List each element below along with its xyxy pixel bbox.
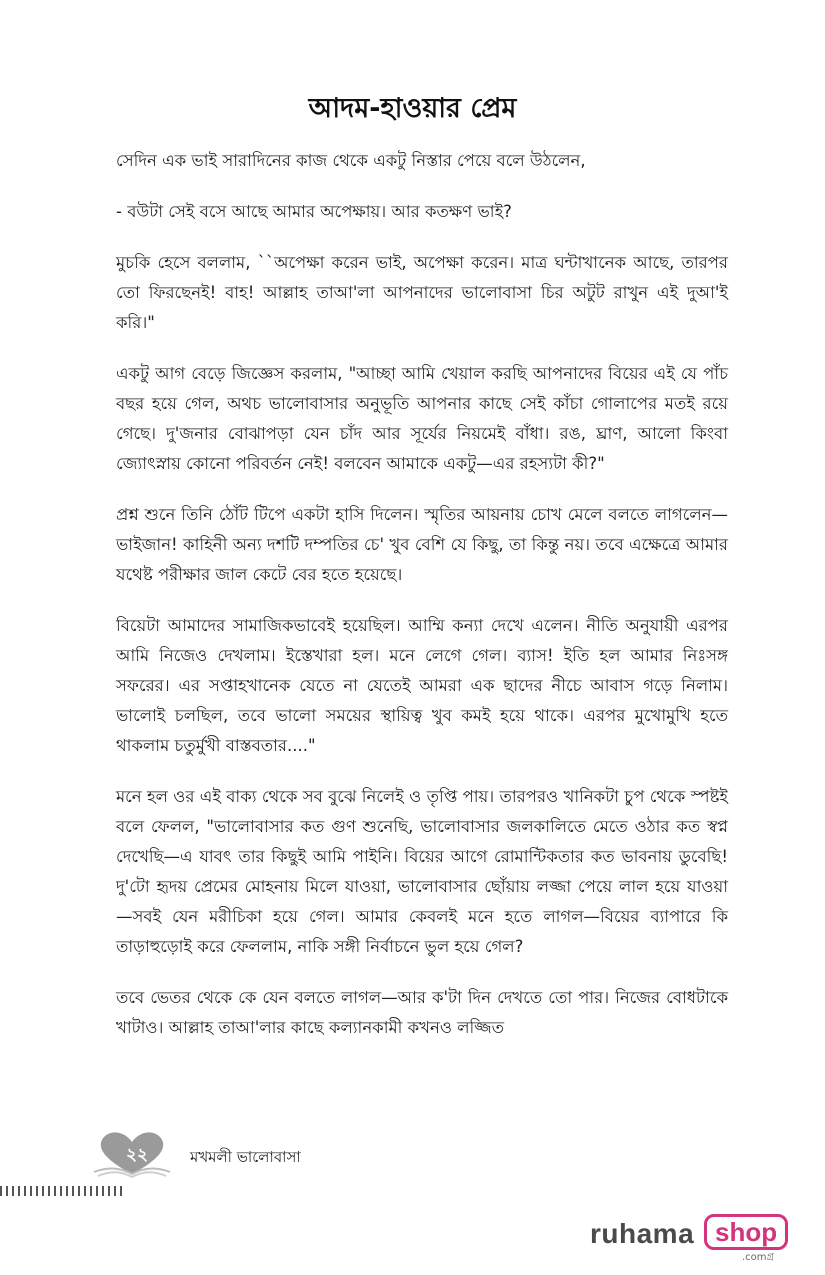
brand-name-right: shop	[704, 1214, 788, 1250]
paragraph: তবে ভেতর থেকে কে যেন বলতে লাগল—আর ক'টা দিন দেখতে তো পার। নিজের বোধটাকে খাটাও। আল্লাহ তাআ'লার কাছে কল্যানকামী কখনও লজ্জিত	[116, 988, 728, 1037]
footer-divider	[0, 1186, 124, 1196]
book-title: মখমলী ভালোবাসা	[190, 1148, 301, 1166]
brand-domain: .comগ্র	[742, 1252, 775, 1263]
brand-name-left: ruhama	[590, 1218, 695, 1249]
page-title: আদম-হাওয়ার প্রেম	[308, 93, 517, 124]
page-number: ২২	[125, 1145, 149, 1165]
paragraph: সেদিন এক ভাই সারাদিনের কাজ থেকে একটু নিস্তার পেয়ে বলে উঠলেন,	[116, 151, 586, 170]
paragraph: বিয়েটা আমাদের সামাজিকভাবেই হয়েছিল। আম্মি কন্যা দেখে এলেন। নীতি অনুযায়ী এরপর আমি নিজেও দেখলাম। ইস্তেখারা হল। মনে লেগে গেল। ব্যাস! ইতি হল আমার নিঃসঙ্গ সফরের। এর সপ্তাহখানেক যেতে না যেতেই আমরা এক ছাদের নীচে আবাস গড়ে নিলাম। ভালোই চলছিল, তবে ভালো সময়ের স্থায়িত্ব খুব কমই হয়ে থাকে। এরপর মুখোমুখি হতে থাকলাম চতুর্মুখী বাস্তবতার...."	[116, 616, 728, 755]
paragraph: মুচকি হেসে বললাম, ``অপেক্ষা করেন ভাই, অপেক্ষা করেন। মাত্র ঘন্টাখানেক আছে, তারপর তো ফিরছেনই! বাহ! আল্লাহ তাআ'লা আপনাদের ভালোবাসা চির অটুট রাখুন এই দুআ'ই করি।"	[116, 253, 728, 332]
paragraph: - বউটা সেই বসে আছে আমার অপেক্ষায়। আর কতক্ষণ ভাই?	[116, 202, 512, 221]
paragraph: মনে হল ওর এই বাক্য থেকে সব বুঝে নিলেই ও তৃপ্তি পায়। তারপরও খানিকটা চুপ থেকে স্পষ্টই বলে ফেলল, "ভালোবাসার কত গুণ শুনেছি, ভালোবাসার জলকালিতে মেতে ওঠার কত স্বপ্ন দেখেছি—এ যাবৎ তার কিছুই আমি পাইনি। বিয়ের আগে রোমান্টিকতার কত ভাবনায় ডুবেছি! দু'টো হৃদয় প্রেমের মোহনায় মিলে যাওয়া, ভালোবাসার ছোঁয়ায় লজ্জা পেয়ে লাল হয়ে যাওয়া —সবই যেন মরীচিকা হয়ে গেল। আমার কেবলই মনে হতে লাগল—বিয়ের ব্যাপারে কি তাড়াহুড়োই করে ফেললাম, নাকি সঙ্গী নির্বাচনে ভুল হয়ে গেল?	[116, 787, 728, 956]
brand-logo	[590, 1212, 790, 1262]
paragraph: একটু আগ বেড়ে জিজ্ঞেস করলাম, "আচ্ছা আমি খেয়াল করছি আপনাদের বিয়ের এই যে পাঁচ বছর হয়ে গেল, অথচ ভালোবাসার অনুভূতি আপনার কাছে সেই কাঁচা গোলাপের মতই রয়ে গেছে। দু'জনার বোঝাপড়া যেন চাঁদ আর সূর্যের নিয়মেই বাঁধা। রঙ, ঘ্রাণ, আলো কিংবা জ্যোৎস্নায় কোনো পরিবর্তন নেই! বলবেন আমাকে একটু—এর রহস্যটা কী?"	[116, 364, 728, 473]
body-text	[116, 146, 728, 1064]
paragraph: প্রশ্ন শুনে তিনি ঠোঁট টিপে একটা হাসি দিলেন। স্মৃতির আয়নায় চোখ মেলে বলতে লাগলেন—ভাইজান! কাহিনী অন্য দশটি দম্পতির চে' খুব বেশি যে কিছু, তা কিন্তু নয়। তবে এক্ষেত্রে আমার যথেষ্ট পরীক্ষার জাল কেটে বের হতে হয়েছে।	[116, 505, 728, 584]
page-footer	[92, 1128, 352, 1178]
